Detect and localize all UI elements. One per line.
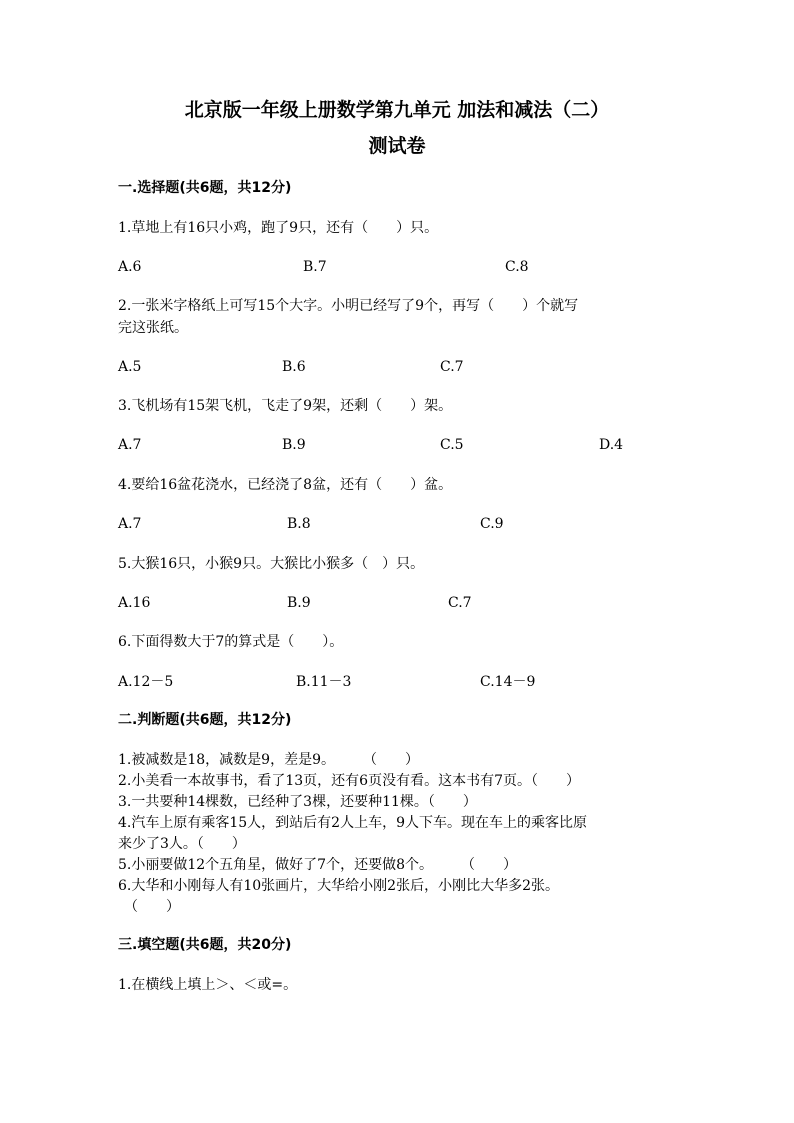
option-a: A.7	[118, 437, 142, 453]
judge-item: 3.一共要种14棵数，已经种了3棵，还要种11棵。（ ）	[118, 794, 477, 810]
option-b: B.6	[282, 359, 306, 375]
option-b: B.11－3	[296, 674, 352, 690]
question-text: 6.下面得数大于7的算式是（ ）。	[118, 634, 344, 650]
option-c: C.14－9	[480, 674, 536, 690]
option-b: B.7	[303, 259, 327, 275]
question-text: 2.一张米字格纸上可写15个大字。小明已经写了9个，再写（ ）个就写	[118, 298, 579, 314]
question-text: 3.飞机场有15架飞机，飞走了9架，还剩（ ）架。	[118, 398, 453, 414]
option-d: D.4	[599, 437, 624, 453]
question-text-continued: 完这张纸。	[118, 320, 188, 336]
judge-item: 2.小美看一本故事书，看了13页，还有6页没有看。这本书有7页。（ ）	[118, 773, 580, 789]
judge-item: 6.大华和小刚每人有10张画片，大华给小刚2张后，小刚比大华多2张。	[118, 878, 559, 894]
fill-item: 1.在横线上填上＞、＜或=。	[118, 977, 298, 993]
judge-item: 1.被减数是18，减数是9，差是9。 （ ）	[118, 752, 419, 768]
option-b: B.9	[287, 595, 311, 611]
question-text: 5.大猴16只，小猴9只。大猴比小猴多（ ）只。	[118, 556, 425, 572]
judge-item-continued: （ ）	[124, 899, 180, 915]
option-c: C.9	[480, 516, 504, 532]
section-heading-judge: 二.判断题(共6题，共12分)	[118, 712, 292, 728]
option-a: A.16	[118, 595, 151, 611]
judge-item: 5.小丽要做12个五角星，做好了7个，还要做8个。 （ ）	[118, 857, 517, 873]
judge-item-continued: 来少了3人。（ ）	[118, 836, 246, 852]
page-subtitle: 测试卷	[368, 135, 426, 157]
section-heading-fill: 三.填空题(共6题，共20分)	[118, 937, 292, 953]
option-c: C.7	[448, 595, 472, 611]
option-c: C.5	[440, 437, 464, 453]
option-a: A.6	[118, 259, 142, 275]
option-c: C.8	[505, 259, 529, 275]
option-b: B.8	[287, 516, 311, 532]
judge-item: 4.汽车上原有乘客15人，到站后有2人上车，9人下车。现在车上的乘客比原	[118, 815, 587, 831]
option-a: A.5	[118, 359, 142, 375]
option-a: A.12－5	[118, 674, 174, 690]
option-a: A.7	[118, 516, 142, 532]
option-b: B.9	[282, 437, 306, 453]
section-heading-choice: 一.选择题(共6题，共12分)	[118, 180, 292, 196]
question-text: 4.要给16盆花浇水，已经浇了8盆，还有（ ）盆。	[118, 477, 453, 493]
option-c: C.7	[440, 359, 464, 375]
question-text: 1.草地上有16只小鸡，跑了9只，还有（ ）只。	[118, 220, 439, 236]
page-title: 北京版一年级上册数学第九单元 加法和减法（二）	[184, 99, 610, 121]
